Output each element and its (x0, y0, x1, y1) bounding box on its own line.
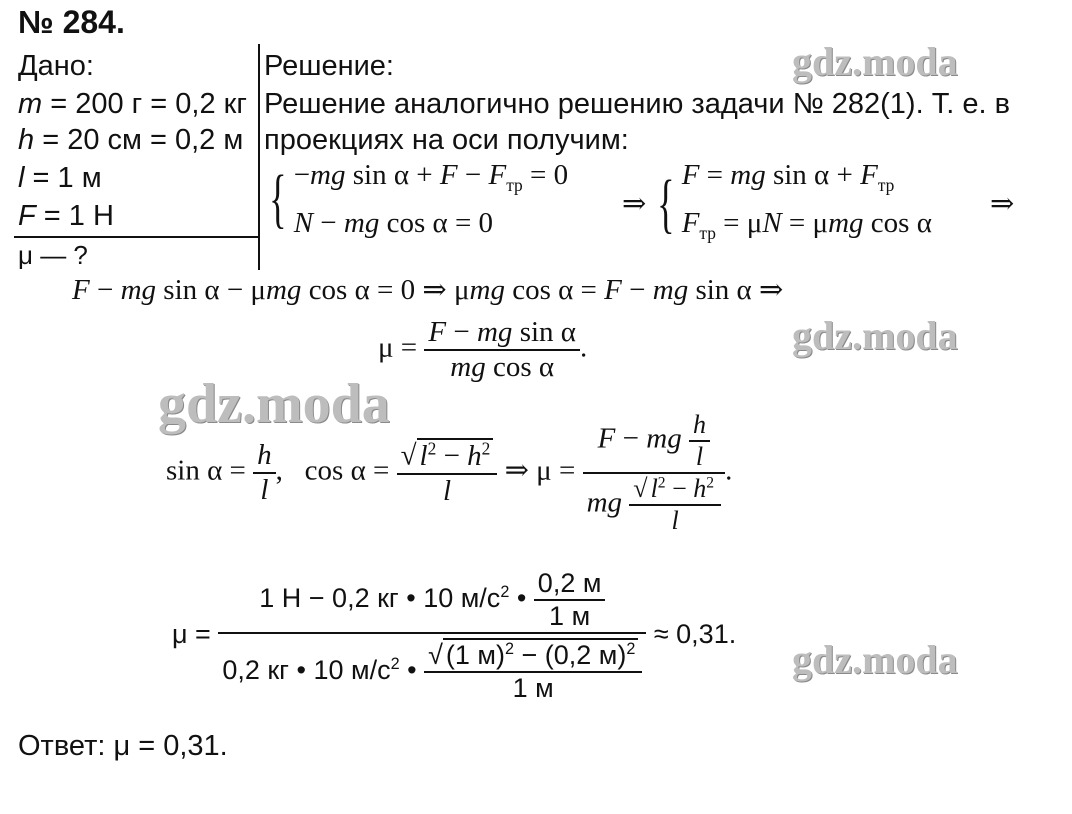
mu-formula: μ = $\frac{\text{F − mg sin α}}{\text{mg cos α}}$ . (378, 316, 588, 383)
given-heading: Дано: (18, 50, 94, 82)
watermark: gdz.moda (792, 637, 958, 682)
solution-heading: Решение: (264, 50, 394, 82)
given-vertical-divider (258, 44, 260, 270)
solution-text-line2: проекциях на оси получим: (264, 124, 629, 156)
sin-cos-formula: sin α = $\frac{h}{l}$ , cos α = $\frac{√ l^2 - h^2}{l}$ ⇒ μ = F − mg $\frac{h}{l}$ mg $\frac{√ l^2 - h^2}{l}$ . (166, 410, 733, 535)
given-force: F = 1 Н (18, 200, 114, 232)
implies-arrow-1: ⇒ (622, 188, 647, 220)
numeric-calculation: μ = 1 Н − 0,2 кг • 10 $м/с^2$ • $\frac{0,2 м}{1 м}$ 0,2 кг • 10 $м/с^2$ • $\frac{√ (1 м)^2 - (0,2 м)^2}{1 м}$ ≈ 0,31. (172, 568, 737, 703)
given-length: l = 1 м (18, 162, 102, 194)
equation-system-left: { −mg $\sin \alpha + F - F_{тр} = 0$ N − mg cos α = 0 (269, 159, 569, 239)
given-separator (14, 236, 258, 238)
watermark: gdz.moda (792, 313, 958, 358)
watermark: gdz.moda (158, 373, 390, 435)
given-unknown: μ — ? (18, 240, 88, 270)
equation-system-right: { F = mg $\sin \alpha + F_{тр}$ $F_{тр} = \mu N = \mu mg$ cos α (657, 159, 932, 243)
given-height: h = 20 см = 0,2 м (18, 124, 244, 156)
problem-number: № 284. (18, 4, 125, 40)
derived-equation: F − mg sin α − μmg cos α = 0 ⇒ μmg cos α = F − mg sin α ⇒ (72, 274, 784, 306)
solution-text-line1: Решение аналогично решению задачи № 282(1). Т. е. в (264, 88, 1010, 120)
given-mass: m = 200 г = 0,2 кг (18, 88, 247, 120)
answer: Ответ: μ = 0,31. (18, 730, 228, 762)
watermark: gdz.moda (792, 39, 958, 84)
implies-arrow-2: ⇒ (990, 188, 1015, 220)
